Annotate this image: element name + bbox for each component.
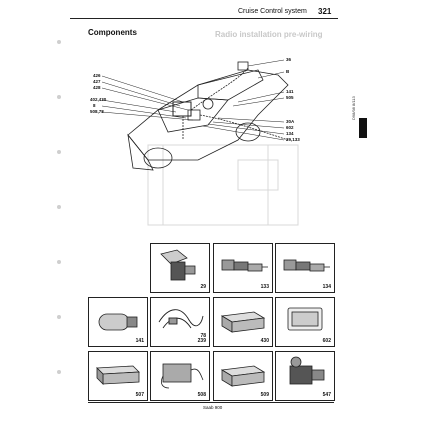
callout-right-6: 602: [286, 125, 294, 130]
component-label: 507: [135, 392, 144, 398]
pedal-switch-connector-icon: [218, 252, 268, 282]
callout-right-7: 134: [286, 131, 294, 136]
component-tile: [150, 297, 210, 347]
header-title: Cruise Control system: [238, 8, 307, 15]
component-tile: [275, 243, 335, 293]
callout-right-4: 505: [286, 95, 294, 100]
callout-left-3: 428: [93, 85, 101, 90]
pedal-switch-connector-icon: [280, 252, 330, 282]
callout-right-3: 141: [286, 89, 294, 94]
component-tile: [213, 297, 273, 347]
component-label: 133: [260, 284, 269, 290]
component-label: 141: [135, 338, 144, 344]
component-label: 78 239: [197, 333, 206, 344]
wiring-harness-icon: [155, 302, 205, 338]
control-unit-icon: [93, 360, 143, 390]
show-through-heading: Radio installation pre-wiring: [215, 30, 323, 39]
brake-pedal-switch-icon: [157, 248, 203, 284]
component-label: 509: [260, 392, 269, 398]
callout-left-5: 8: [93, 103, 96, 108]
callout-right-8: 29,133: [286, 137, 300, 142]
component-label: 547: [322, 392, 331, 398]
component-label: 430: [260, 338, 269, 344]
component-tile: [150, 351, 210, 401]
component-tile: [275, 351, 335, 401]
page-number: 321: [318, 7, 332, 16]
component-tile: [275, 297, 335, 347]
section-title: Components: [88, 28, 137, 37]
callout-left-4: 402,430: [90, 97, 107, 102]
control-unit-box-icon: [280, 304, 330, 336]
component-label: 602: [322, 338, 331, 344]
component-label: 29: [200, 284, 206, 290]
component-tile: [213, 243, 273, 293]
control-module-icon: [218, 360, 268, 390]
footer-text: Saab 900: [203, 405, 223, 410]
component-tile: [88, 297, 148, 347]
callout-left-6: 508,78: [90, 109, 104, 114]
throttle-actuator-icon: [280, 356, 330, 392]
callout-left-1: 426: [93, 73, 101, 78]
component-label: 134: [322, 284, 331, 290]
figure-code: D98/98 8/113: [351, 96, 356, 120]
callout-left-2: 427: [93, 79, 101, 84]
callout-right-5: 30A: [286, 119, 295, 124]
component-label: 508: [197, 392, 206, 398]
vacuum-pump-icon: [93, 308, 143, 336]
component-tile: [88, 351, 148, 401]
callout-right-2: B: [286, 69, 290, 74]
component-tile: [150, 243, 210, 293]
callout-right-1: 36: [286, 57, 292, 62]
control-unit-harness-icon: [155, 356, 205, 392]
footer-rule: [88, 402, 334, 403]
control-module-icon: [218, 306, 268, 336]
component-tile: [213, 351, 273, 401]
